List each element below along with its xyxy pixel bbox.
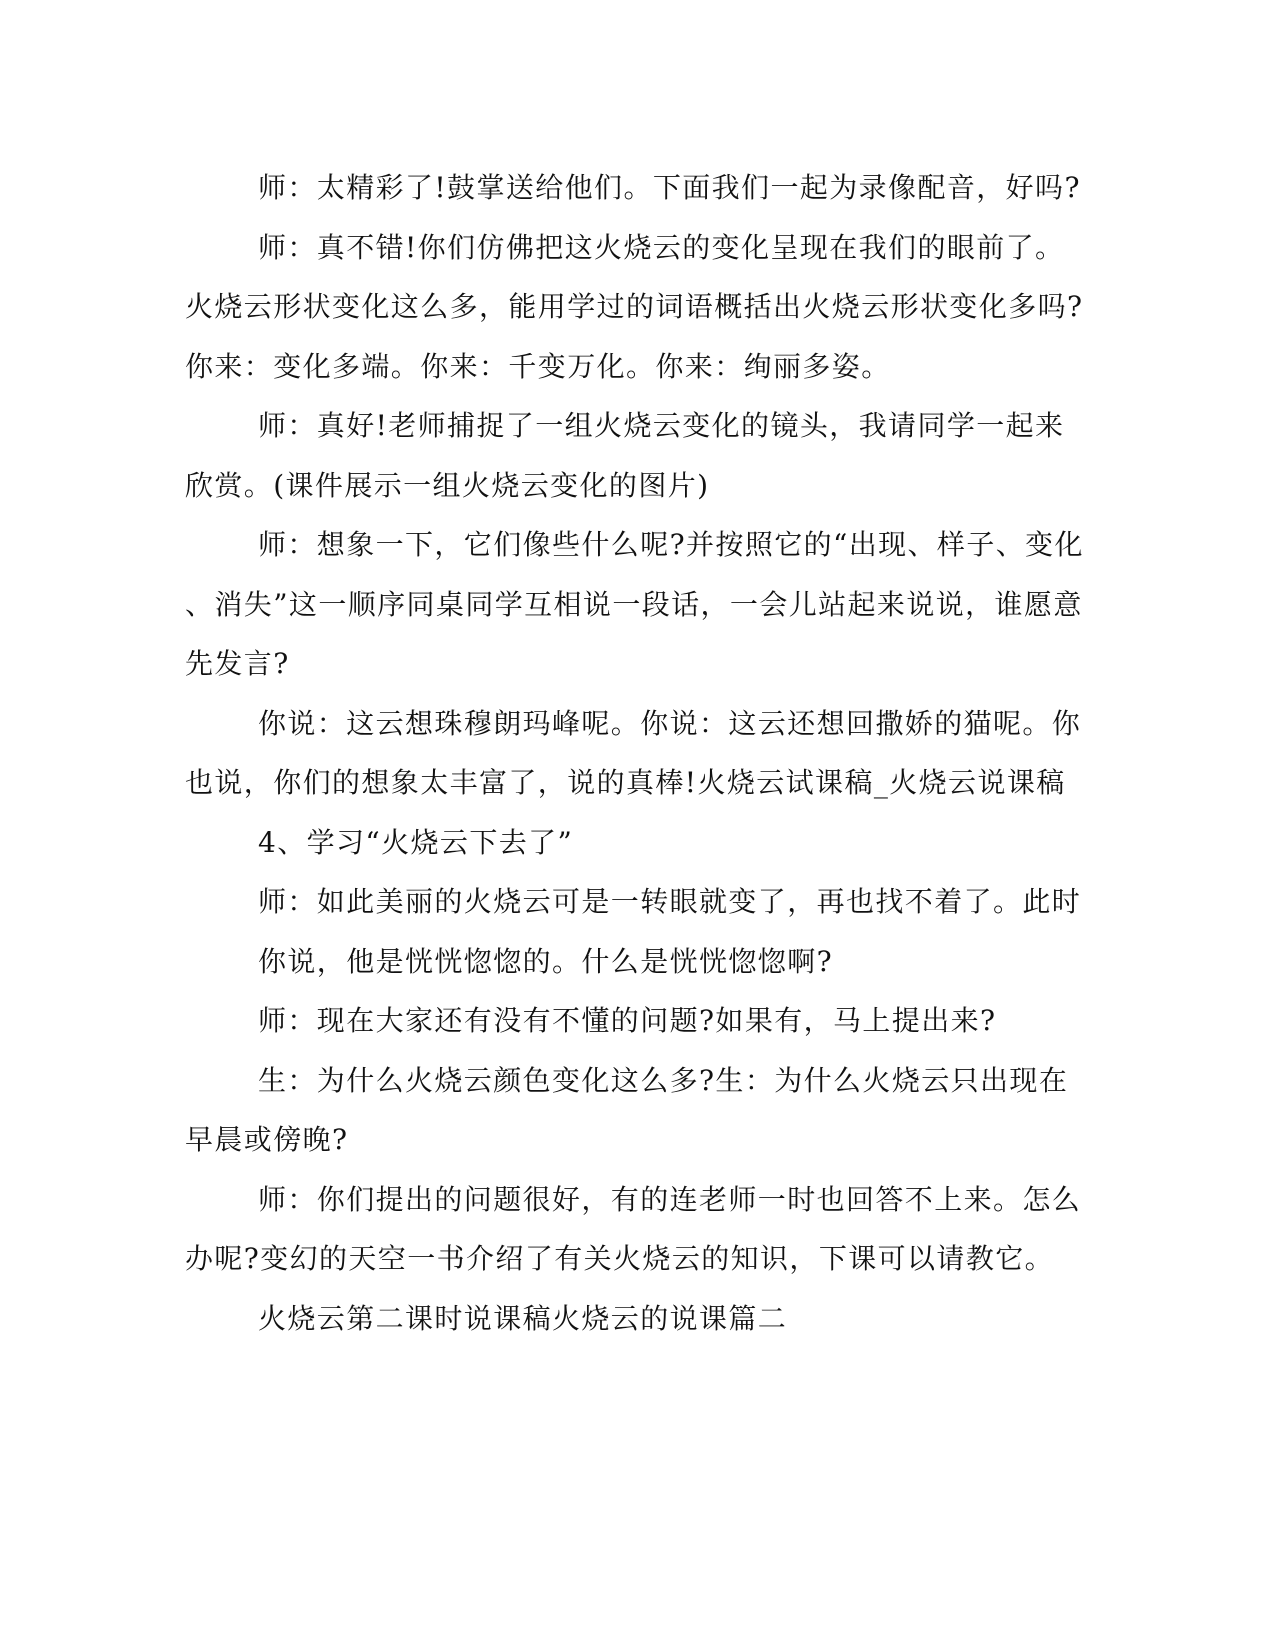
text-line: 办呢?变幻的天空一书介绍了有关火烧云的知识，下课可以请教它。 — [185, 1242, 1055, 1275]
text-line: 火烧云形状变化这么多，能用学过的词语概括出火烧云形状变化多吗? — [185, 290, 1084, 323]
text-line: 你来：变化多端。你来：千变万化。你来：绚丽多姿。 — [185, 349, 891, 383]
text-line: 也说，你们的想象太丰富了，说的真棒!火烧云试课稿_火烧云说课稿 — [185, 766, 1066, 799]
section-title: 火烧云第二课时说课稿火烧云的说课篇二 — [258, 1301, 788, 1335]
text-line: 师：如此美丽的火烧云可是一转眼就变了，再也找不着了。此时 — [258, 885, 1082, 918]
text-line: 师：真好!老师捕捉了一组火烧云变化的镜头，我请同学一起来 — [258, 409, 1065, 442]
section-heading: 4、学习“火烧云下去了” — [258, 825, 574, 859]
text-line: 师：现在大家还有没有不懂的问题?如果有，马上提出来? — [258, 1004, 997, 1037]
text-line: 早晨或傍晚? — [185, 1123, 349, 1156]
text-line: 师：你们提出的问题很好，有的连老师一时也回答不上来。怎么 — [258, 1182, 1082, 1216]
body-text — [185, 158, 1084, 1348]
text-line: 生：为什么火烧云颜色变化这么多?生：为什么火烧云只出现在 — [258, 1063, 1069, 1097]
text-line: 你说，他是恍恍惚惚的。什么是恍恍惚惚啊? — [258, 944, 834, 978]
text-line: 你说：这云想珠穆朗玛峰呢。你说：这云还想回撒娇的猫呢。你 — [258, 706, 1082, 740]
text-line: 欣赏。(课件展示一组火烧云变化的图片) — [185, 468, 710, 502]
text-line: 师：太精彩了!鼓掌送给他们。下面我们一起为录像配音，好吗? — [258, 171, 1081, 204]
text-line: 先发言? — [185, 647, 290, 680]
text-line: 师：想象一下，它们像些什么呢?并按照它的“出现、样子、变化 — [258, 528, 1084, 561]
text-line: 师：真不错!你们仿佛把这火烧云的变化呈现在我们的眼前了。 — [258, 230, 1065, 264]
text-line: 、消失”这一顺序同桌同学互相说一段话，一会儿站起来说说，谁愿意 — [185, 587, 1083, 621]
